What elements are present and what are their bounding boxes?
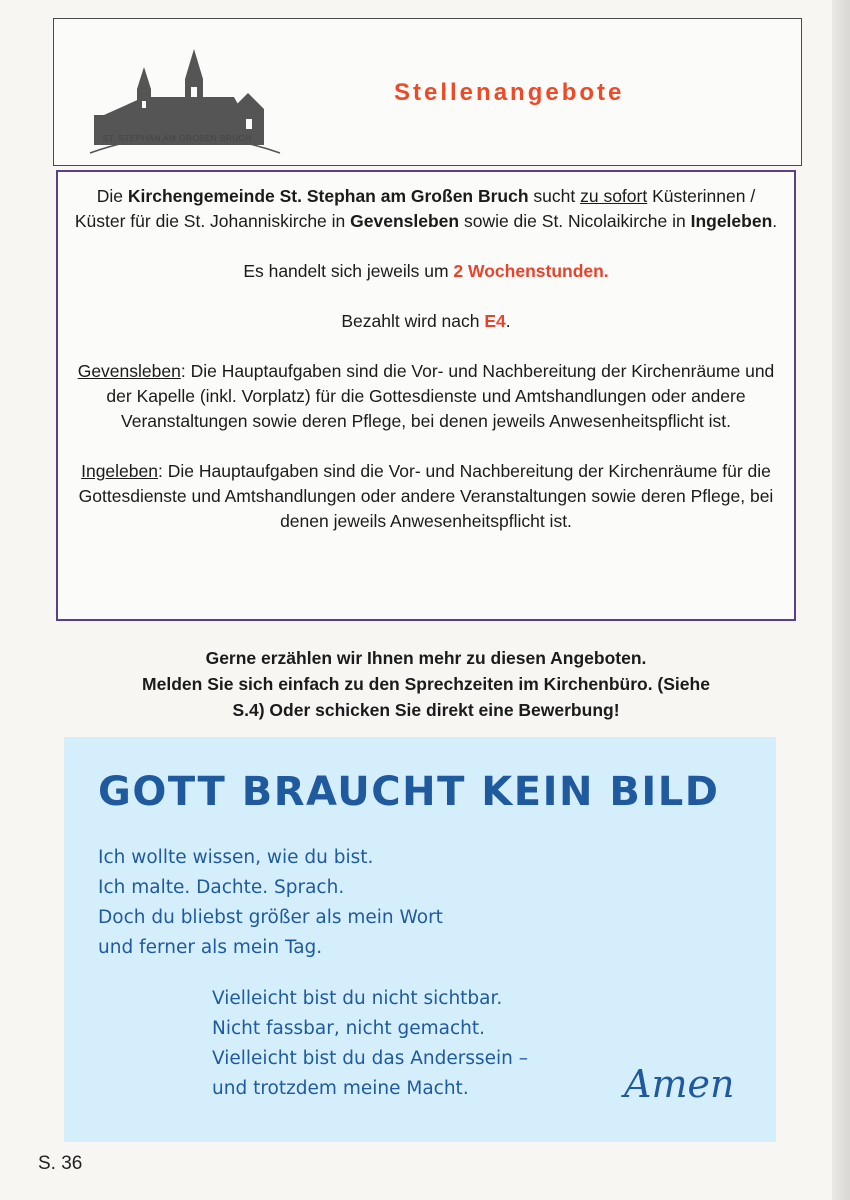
poem-stanza-1 bbox=[98, 843, 443, 963]
hours-paragraph: Es handelt sich jeweils um 2 Wochenstunden. bbox=[243, 261, 609, 281]
header-box bbox=[53, 18, 802, 166]
pay-paragraph: Bezahlt wird nach E4. bbox=[341, 311, 511, 331]
ingeleben-paragraph: Ingeleben: Die Hauptaufgaben sind die Vor- und Nachbereitung der Kirchenräume für die Gottesdienste und Amtshandlungen oder andere Veranstaltungen sowie deren Pflege, bei denen jeweils Anwesenheitspflicht ist. bbox=[78, 461, 774, 531]
intro-paragraph: Die Kirchengemeinde St. Stephan am Großen Bruch sucht zu sofort Küsterinnen / Küster für die St. Johanniskirche in Gevensleben sowie die St. Nicolaikirche in Ingeleben. bbox=[74, 186, 778, 231]
poem-line: Vielleicht bist du das Anderssein – bbox=[212, 1048, 528, 1069]
poem-line: und ferner als mein Tag. bbox=[98, 937, 323, 958]
page-edge bbox=[832, 0, 850, 1200]
poem-title: GOTT BRAUCHT KEIN BILD bbox=[98, 769, 720, 815]
gevensleben-paragraph: Gevensleben: Die Hauptaufgaben sind die Vor- und Nachbereitung der Kirchenräume und der Kapelle (inkl. Vorplatz) für die Gottesdienste und Amtshandlungen oder andere Veranstaltungen sowie deren Pflege, bei denen jeweils Anwesenheitspflicht ist. bbox=[77, 361, 775, 431]
poem-line: Ich wollte wissen, wie du bist. bbox=[98, 847, 374, 868]
poem-line: Nicht fassbar, nicht gemacht. bbox=[212, 1018, 485, 1039]
poem-line: und trotzdem meine Macht. bbox=[212, 1078, 469, 1099]
poem-box bbox=[64, 737, 776, 1142]
poem-line: Doch du bliebst größer als mein Wort bbox=[98, 907, 443, 928]
poem-stanza-2 bbox=[212, 984, 528, 1104]
poem-line: Vielleicht bist du nicht sichtbar. bbox=[212, 988, 503, 1009]
job-offer-box bbox=[56, 170, 796, 621]
contact-note: Gerne erzählen wir Ihnen mehr zu diesen Angeboten. Melden Sie sich einfach zu den Sprechzeiten im Kirchenbüro. (Siehe S.4) Oder schicken Sie direkt eine Bewerbung! bbox=[142, 648, 710, 720]
amen-signature: Amen bbox=[624, 1062, 735, 1106]
page-number: S. 36 bbox=[38, 1153, 83, 1174]
hours-value: 2 Wochenstunden. bbox=[453, 261, 609, 281]
logo-caption: ST. STEPHAN AM GROßEN BRUCH bbox=[102, 133, 252, 143]
poem-line: Ich malte. Dachte. Sprach. bbox=[98, 877, 345, 898]
page-title: Stellenangebote bbox=[394, 79, 625, 106]
church-logo bbox=[84, 41, 284, 163]
pay-grade: E4 bbox=[484, 311, 506, 331]
